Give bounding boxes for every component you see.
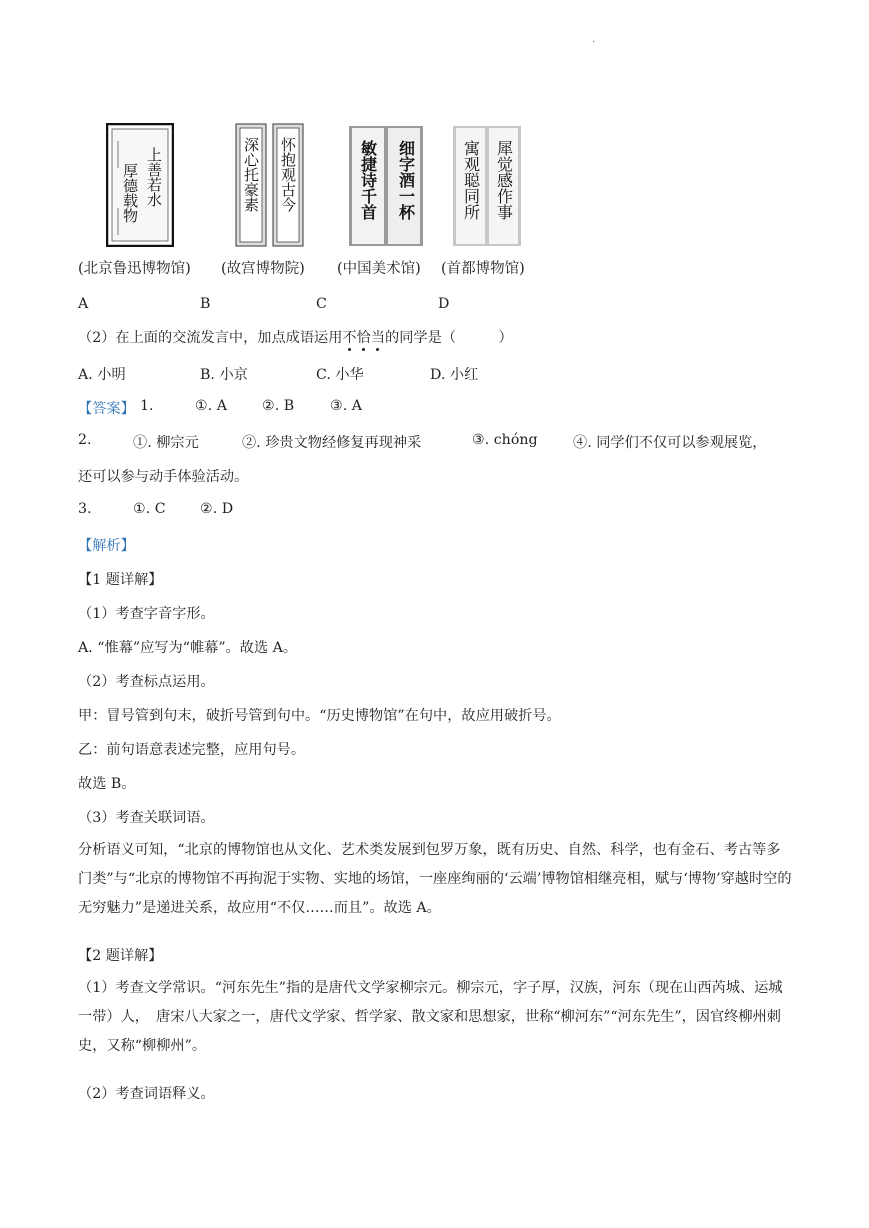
emphasis-char-2: 恰 xyxy=(356,330,371,346)
image-caption-1: (北京鲁迅博物馆) xyxy=(78,261,191,277)
analysis-line-last: （2）考查词语释义。 xyxy=(78,1086,215,1102)
answer-1-item-1: ①. A xyxy=(195,398,227,414)
analysis-paragraph-1: 分析语义可知，“北京的博物馆也从文化、艺术类发展到包罗万象，既有历史、自然、科学，也有金石、考古等多门类”与“北京的博物馆不再拘泥于实物、实地的场馆，一座座绚丽的‘云端’博物馆相继亮相，赋与‘博物’穿越时空的无穷魅力”是递进关系，故应用“不仅……而且”。故选 A。 xyxy=(78,842,792,916)
analysis-line-7: （3）考查关联词语。 xyxy=(78,810,215,826)
analysis-line-6: 故选 B。 xyxy=(78,776,136,792)
answer-2-continued: 还可以参与动手体验活动。 xyxy=(78,469,249,485)
analysis-line-3: （2）考查标点运用。 xyxy=(78,674,215,690)
svg-text:寓观聪同所: 寓观聪同所 xyxy=(461,140,481,220)
answer-2-item-4: ④. 同学们不仅可以参观展览， xyxy=(573,435,767,451)
analysis-tag: 【解析】 xyxy=(78,538,135,554)
image-caption-4: (首都博物馆) xyxy=(441,261,525,277)
answer-3-item-1: ①. C xyxy=(133,501,166,517)
answer-1-item-2: ②. B xyxy=(262,398,295,414)
answer-tag: 【答案】 xyxy=(78,401,135,417)
image-caption-3: (中国美术馆) xyxy=(337,261,421,277)
answer-3-item-2: ②. D xyxy=(200,501,234,517)
analysis-line-5: 乙：前句语意表述完整，应用句号。 xyxy=(78,742,306,758)
q2-option-a: A. 小明 xyxy=(78,367,126,383)
page-marker: . xyxy=(592,34,596,45)
svg-text:犀觉感作事: 犀觉感作事 xyxy=(494,140,514,220)
option-letter-d: D xyxy=(438,296,450,312)
analysis-line-4: 甲：冒号管到句末，破折号管到句中。“历史博物馆”在句中，故应用破折号。 xyxy=(78,708,561,724)
analysis-line-1: （1）考查字音字形。 xyxy=(78,606,215,622)
svg-text:深心托豪素: 深心托豪素 xyxy=(242,137,260,212)
svg-text:细字酒一杯: 细字酒一杯 xyxy=(396,140,416,220)
calligraphy-image-3 xyxy=(349,126,423,246)
option-letter-c: C xyxy=(316,296,327,312)
svg-text:敏捷诗千首: 敏捷诗千首 xyxy=(358,140,378,220)
answer-1-item-3: ③. A xyxy=(330,398,362,414)
answer-1-num: 1. xyxy=(140,398,154,414)
emphasis-char-1: 不 xyxy=(342,330,357,346)
option-letter-b: B xyxy=(200,296,211,312)
q2-option-c: C. 小华 xyxy=(316,367,364,383)
answer-2-item-2: ②. 珍贵文物经修复再现神采 xyxy=(242,435,422,451)
q2-option-b: B. 小京 xyxy=(200,367,248,383)
svg-text:怀抱观古今: 怀抱观古今 xyxy=(279,137,297,212)
answer-2-item-3: ③. chóng xyxy=(472,432,538,448)
answer-2-num: 2. xyxy=(78,432,92,448)
analysis-paragraph-2: （1）考查文学常识。“河东先生”指的是唐代文学家柳宗元。柳宗元，字子厚，汉族，河东（现在山西芮城、运城一带）人， 唐宋八大家之一，唐代文学家、哲学家、散文家和思想家，世称“柳河东”“河东先生”，因官终柳州刺史，又称“柳柳州”。 xyxy=(78,980,783,1054)
heading-q1: 【1 题详解】 xyxy=(78,572,163,588)
analysis-line-2: A. “惟幕”应写为“帷幕”。故选 A。 xyxy=(78,640,298,656)
calligraphy-image-4 xyxy=(453,126,521,246)
question-2 xyxy=(78,327,513,347)
svg-text:上善若水: 上善若水 xyxy=(145,147,163,207)
answer-3-num: 3. xyxy=(78,501,92,517)
option-letter-a: A xyxy=(78,296,89,312)
question-2-prefix: （2）在上面的交流发言中，加点成语运用 xyxy=(78,330,343,346)
svg-text:厚德载物: 厚德载物 xyxy=(121,163,139,223)
calligraphy-image-2 xyxy=(235,123,305,247)
question-2-suffix: 的同学是（ ） xyxy=(385,330,513,346)
q2-option-d: D. 小红 xyxy=(430,367,479,383)
image-caption-2: (故宫博物院) xyxy=(221,261,305,277)
answer-2-item-1: ①. 柳宗元 xyxy=(133,435,199,451)
heading-q2: 【2 题详解】 xyxy=(78,948,163,964)
emphasis-char-3: 当 xyxy=(370,330,386,346)
calligraphy-image-1 xyxy=(106,123,174,247)
